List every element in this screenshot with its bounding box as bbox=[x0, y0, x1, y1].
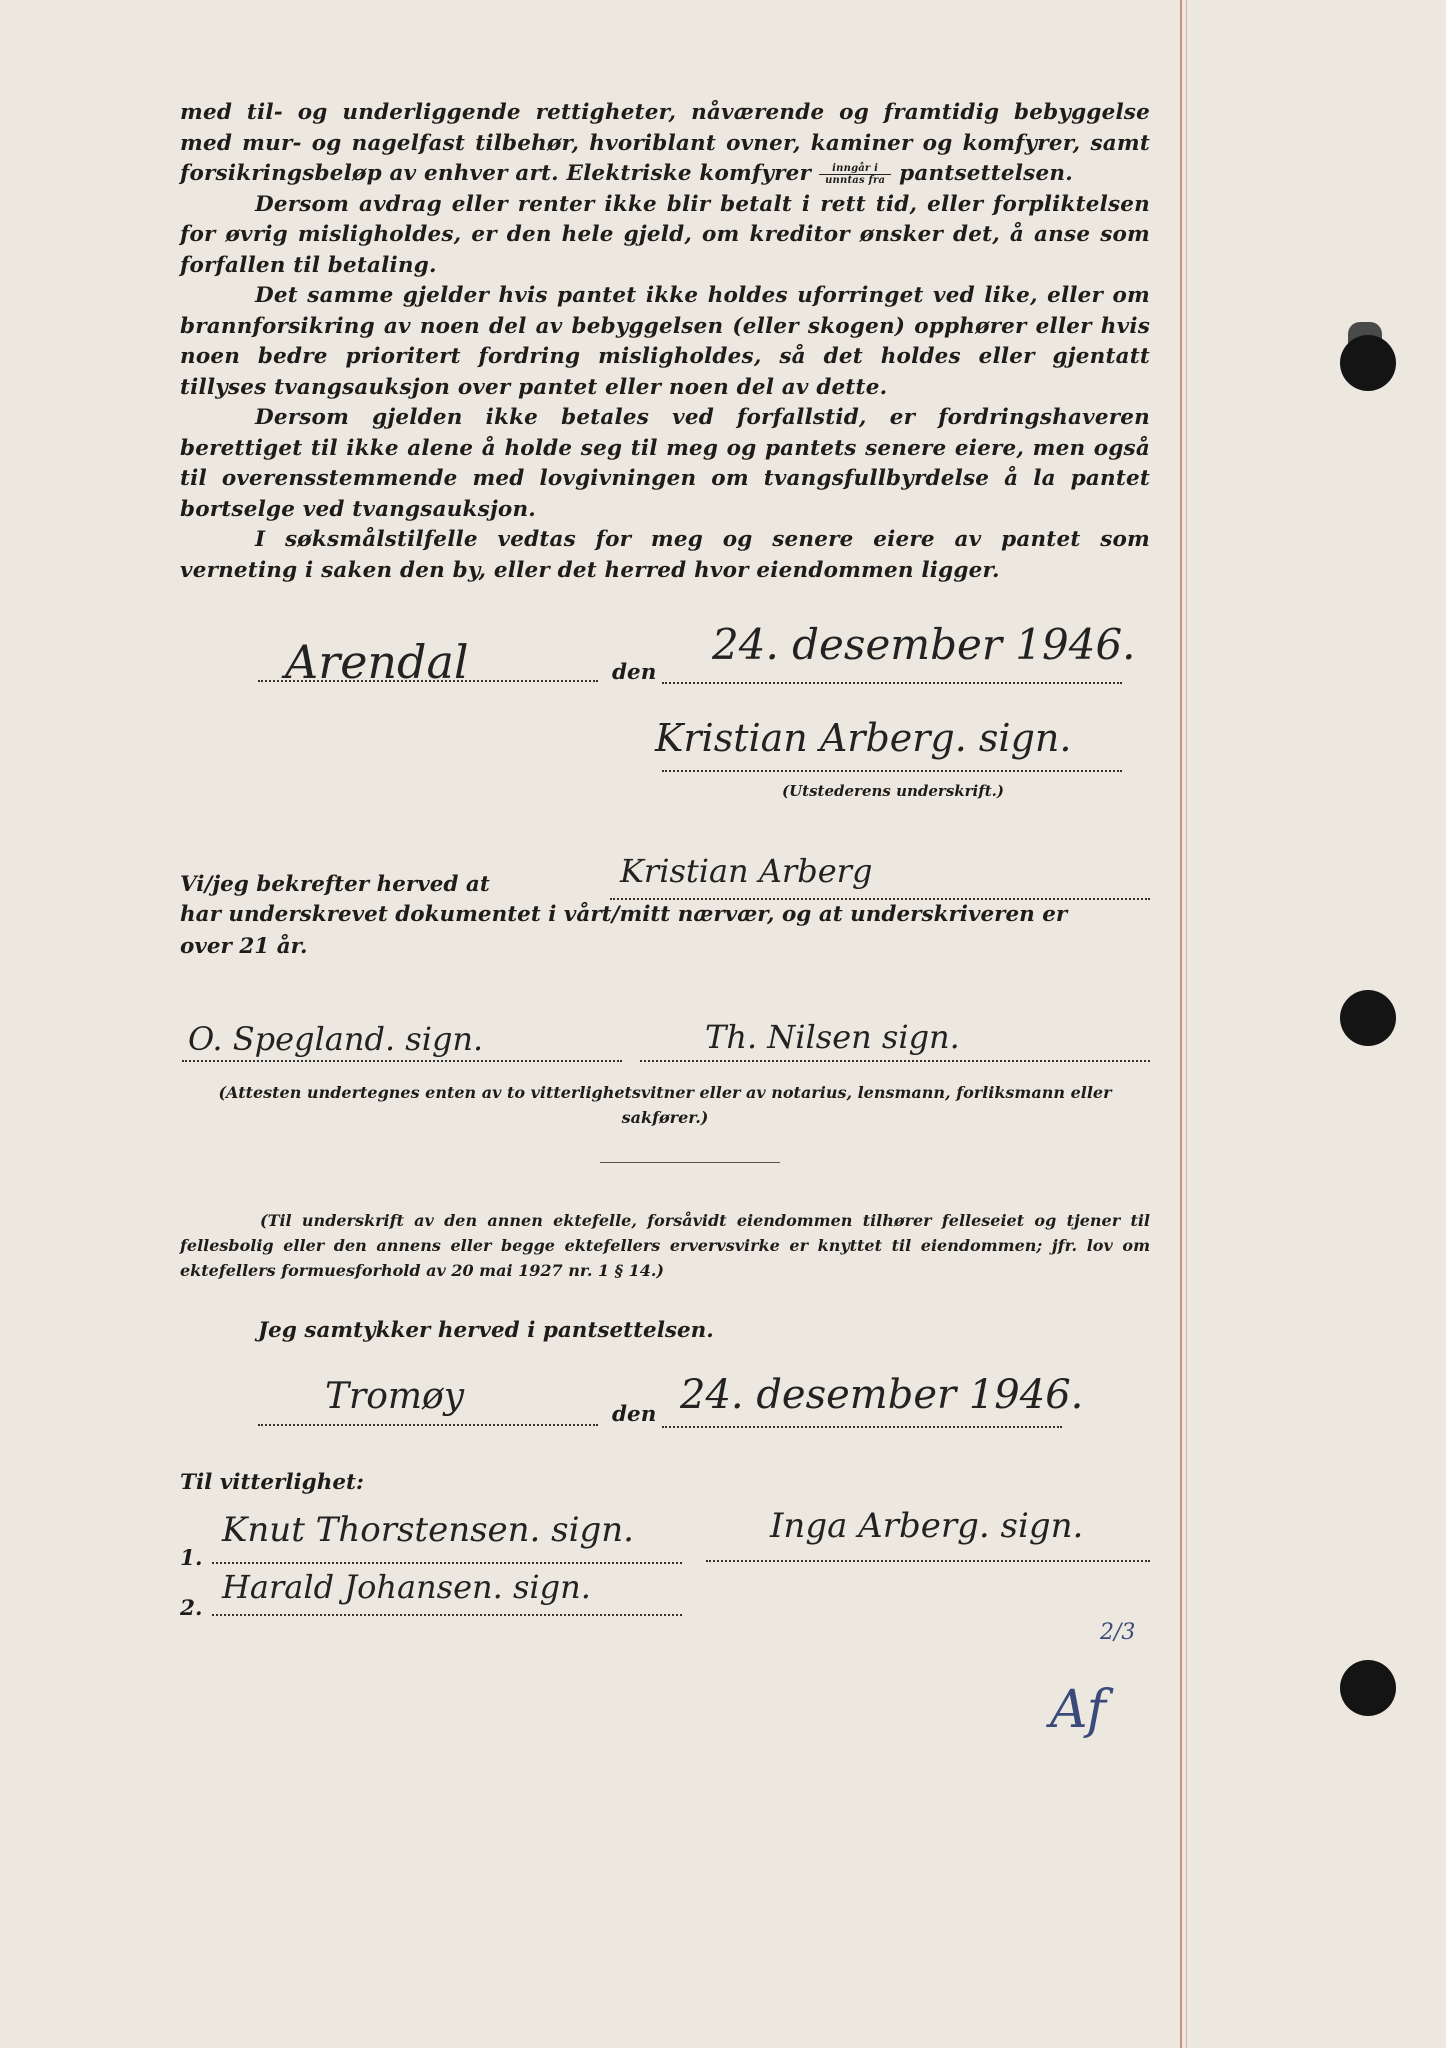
paragraph-rights-text: med til- og underliggende rettigheter, nåværende og framtidig bebyggelse med mur- og nagelfast tilbehør, hvoriblant ovner, kaminer og komfyrer, samt forsikringsbeløp av enhver art. Elektriske komfyrer bbox=[180, 100, 1150, 186]
place-1-handwritten: Arendal bbox=[285, 635, 469, 689]
issuer-signature-line bbox=[662, 770, 1122, 772]
initials-handwritten: Af bbox=[1050, 1680, 1106, 1740]
witness-number-2: 2. bbox=[180, 1596, 203, 1621]
fraction-inngar-unntas bbox=[819, 163, 891, 186]
pantsettelsen-word: pantsettelsen. bbox=[899, 161, 1073, 186]
vitness-a-signature: Knut Thorstensen. sign. bbox=[222, 1510, 634, 1550]
binder-hole-middle bbox=[1340, 990, 1396, 1046]
vitness-a-line bbox=[212, 1562, 682, 1564]
date-1-handwritten: 24. desember 1946. bbox=[712, 620, 1136, 669]
initials-fraction: 2/3 bbox=[1100, 1620, 1136, 1645]
witness-2-signature: Th. Nilsen sign. bbox=[705, 1018, 960, 1056]
paragraph-enforcement: Dersom gjelden ikke betales ved forfallstid, er fordringshaveren berettiget til ikke alene å holde seg til meg og pantets senere eiere, men også til overensstemmende med lovgivningen om tvangsfullbyrdelse å la pantet bortselge ved tvangsauksjon. bbox=[180, 405, 1150, 522]
issuer-signature-handwritten: Kristian Arberg. sign. bbox=[655, 716, 1072, 760]
fraction-bottom: unntas fra bbox=[825, 174, 886, 186]
paragraph-venue: I søksmålstilfelle vedtas for meg og senere eiere av pantet som verneting i saken den by, eller det herred hvor eiendommen ligger. bbox=[180, 527, 1150, 583]
witness-1-signature: O. Spegland. sign. bbox=[188, 1020, 484, 1058]
vitness-b-signature: Harald Johansen. sign. bbox=[222, 1568, 591, 1606]
witness-number-1: 1. bbox=[180, 1546, 203, 1571]
date-1-dotted-line bbox=[662, 682, 1122, 684]
witness-2-line bbox=[640, 1060, 1150, 1062]
confirm-line-1: Vi/jeg bekrefter herved at bbox=[180, 872, 490, 897]
place-1-dotted-line bbox=[258, 680, 598, 682]
witness-1-line bbox=[182, 1060, 622, 1062]
date-2-handwritten: 24. desember 1946. bbox=[680, 1372, 1084, 1418]
margin-line bbox=[1180, 0, 1182, 2048]
issuer-caption: (Utstederens underskrift.) bbox=[782, 782, 1004, 800]
date-2-dotted-line bbox=[662, 1426, 1062, 1428]
confirm-line-2: har underskrevet dokumentet i vårt/mitt nærvær, og at underskriveren er bbox=[180, 902, 1068, 927]
paragraph-default: Dersom avdrag eller renter ikke blir betalt i rett tid, eller forpliktelsen for øvrig misligholdes, er den hele gjeld, om kreditor ønsker det, å anse som forfallen til betaling. bbox=[180, 191, 1150, 278]
spouse-signature: Inga Arberg. sign. bbox=[770, 1506, 1084, 1546]
place-2-dotted-line bbox=[258, 1424, 598, 1426]
confirm-name-line bbox=[610, 898, 1150, 900]
spouse-signature-line bbox=[706, 1560, 1150, 1562]
attest-note: (Attesten undertegnes enten av to vitterlighetsvitner eller av notarius, lensmann, forliksmann eller sakfører.) bbox=[218, 1083, 1112, 1127]
mortgage-terms-text bbox=[180, 98, 1150, 586]
binder-hole-top bbox=[1340, 335, 1396, 391]
vitness-b-line bbox=[212, 1614, 682, 1616]
spouse-note: (Til underskrift av den annen ektefelle, forsåvidt eiendommen tilhører felleseiet og tjener til fellesbolig eller den annens eller begge ektefellers ervervsvirke er knyttet til eiendommen; jfr. lov om ektefellers formuesforhold av 20 mai 1927 nr. 1 § 14.) bbox=[180, 1211, 1150, 1280]
section-separator bbox=[600, 1162, 780, 1163]
til-vitterlighet-label: Til vitterlighet: bbox=[180, 1470, 364, 1495]
margin-line-secondary bbox=[1186, 0, 1187, 2048]
confirm-line-3: over 21 år. bbox=[180, 934, 308, 959]
fraction-top: inngår i bbox=[819, 163, 891, 175]
den-label-1: den bbox=[612, 660, 657, 685]
den-label-2: den bbox=[612, 1402, 657, 1427]
paragraph-rights bbox=[180, 98, 1150, 190]
place-2-handwritten: Tromøy bbox=[325, 1376, 465, 1417]
paragraph-maintenance: Det samme gjelder hvis pantet ikke holdes uforringet ved like, eller om brannforsikring av noen del av bebyggelsen (eller skogen) opphører eller hvis noen bedre prioritert fordring misligholdes, så det holdes eller gjentatt tillyses tvangsauksjon over pantet eller noen del av dette. bbox=[180, 283, 1150, 400]
binder-hole-bottom bbox=[1340, 1660, 1396, 1716]
consent-text: Jeg samtykker herved i pantsettelsen. bbox=[258, 1318, 714, 1343]
confirm-name-handwritten: Kristian Arberg bbox=[620, 852, 873, 890]
